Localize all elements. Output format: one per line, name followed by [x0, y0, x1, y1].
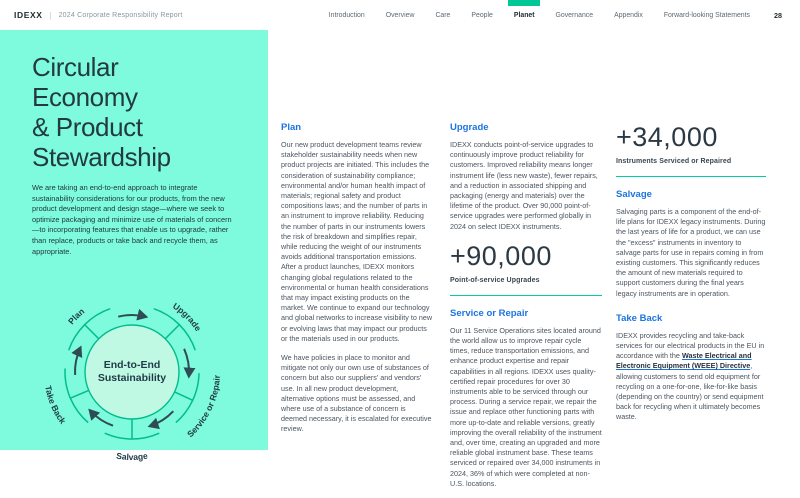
stat-instruments-value: +34,000 — [616, 122, 718, 152]
stage-label-service-or-repair: Service or Repair — [185, 374, 222, 440]
brand-separator: | — [49, 10, 52, 20]
tick-upgrade — [165, 325, 179, 339]
teal-divider — [616, 176, 766, 177]
page-number: 28 — [774, 10, 782, 20]
brand-wrap — [14, 10, 183, 20]
salvage-heading: Salvage — [616, 189, 652, 200]
take-back-text-after: , allowing customers to send old equipment for recycling on a one-for-one, like-for-like basis (depending on the country) or send equipment back for recycling when it ultimately becomes waste. — [616, 361, 764, 422]
service-or-repair-heading: Service or Repair — [450, 307, 529, 319]
plan-paragraph-2: We have policies in place to monitor and mitigate not only our own use of substances of concern but also our suppliers' and vendors' use. In all new product development, alternative options must be assessed, and where use of a substance of concern is deemed necessary, it is escalated for executive review. — [281, 353, 432, 434]
column-plan — [281, 122, 432, 444]
salvage-paragraph: Salvaging parts is a component of the end-of-life plans for IDEXX legacy instruments. During the last years of life for a product, we can use the "excess" instruments in inventory to salvage parts for use in repairs coming in from existing customers. This significantly reduces the amount of new materials required to support customers during the final years legacy instruments are in operation. — [616, 207, 766, 298]
nav-item-forward-looking-statements[interactable] — [664, 0, 750, 30]
end-to-end-sustainability-diagram — [22, 276, 246, 476]
tick-service — [175, 392, 193, 400]
intro-paragraph: We are taking an end-to-end approach to integrate sustainability considerations for our products, from the new product development and design stage—where we seek to optimize packaging and minimize use of materials of concern—to incorporating features that enable us to upgrade, rather than replace, products or take back and recycle them, as appropriate. — [32, 183, 232, 256]
nav-item-introduction[interactable] — [329, 0, 365, 30]
title-line: Circular — [32, 52, 119, 82]
nav-label: Planet — [513, 11, 535, 19]
center-label-line1: End-to-End — [103, 359, 161, 371]
take-back-text-before: IDEXX provides recycling and take-back services for our electrical products in the EU in accordance with the — [616, 330, 765, 361]
teal-divider — [450, 295, 602, 296]
nav-item-appendix[interactable] — [614, 0, 643, 30]
stage-label-take-back: Take Back — [43, 384, 68, 426]
service-or-repair-paragraph: Our 11 Service Operations sites located around the world allow us to improve repair cycle times, reduce transportation emissions, and enhance product expertise and repair capabilities in all regions. IDEXX uses quality-certified repair procedures for over 30 instruments able to be serviced through our process. During a service repair, we repair the issue and replace other functioning parts with more up-to-date and reliable versions, greatly improving the overall reliability of the instrument and, over time, creating an upgraded and more reliable global instrument base. These teams serviced or repaired over 34,000 instruments in 2024, 36% of which were completed at non-U.S. locations. — [450, 325, 602, 488]
plan-paragraph-1: Our new product development teams review stakeholder sustainability needs when new product projects are initiated. This includes the consideration of sustainability compliance; environmental and/or human health impact of materials; regional safety and product compositions laws; and the number of parts in an instrument to improve reliability. Reducing the number of parts in our instruments lowers the risk of breakdown and simplifies repair, while reducing the weight of our instruments avoids additional transportation emissions. After a product launches, IDEXX monitors changing global regulations related to the environmental or human health considerations that may impact existing products on the market. We continue to expand our technology and global networks to increase visibility to new or evolving laws that may impact our products or the materials used in our products. — [281, 140, 433, 343]
nav-label: Care — [435, 11, 451, 19]
nav-item-overview[interactable] — [386, 0, 415, 30]
nav-label: Appendix — [614, 11, 643, 19]
nav-label: People — [471, 11, 493, 19]
upgrade-paragraph: IDEXX conducts point-of-service upgrades to continuously improve product reliability for customers. Improved reliability means longer instrument life (less new waste), fewer repairs, and a reduction in associated shipping and packaging (energy and materials) over the lifetime of the product. Over 90,000 point-of-service upgrades were performed globally in 2024 on select IDEXX instruments. — [450, 140, 598, 231]
column-upgrade-service — [450, 122, 602, 498]
top-nav — [308, 0, 782, 30]
column-salvage-takeback — [616, 122, 766, 432]
plan-heading: Plan — [281, 122, 302, 133]
idexx-logo: IDEXX — [14, 10, 43, 20]
stat-instruments-label: Instruments Serviced or Repaired — [616, 158, 732, 165]
stage-label-upgrade: Upgrade — [170, 300, 204, 334]
nav-label: Introduction — [328, 11, 365, 19]
take-back-paragraph — [616, 331, 766, 423]
upgrade-heading: Upgrade — [450, 122, 489, 133]
nav-item-governance[interactable] — [556, 0, 594, 30]
active-tab-indicator — [508, 0, 540, 6]
tick-take-back — [70, 390, 88, 398]
page-title — [32, 52, 238, 172]
arrow-upgrade-to-service — [184, 349, 189, 376]
stage-label-plan: Plan — [66, 306, 87, 327]
report-title: 2024 Corporate Responsibility Report — [58, 11, 183, 19]
stat-upgrades-value: +90,000 — [450, 240, 552, 271]
nav-label: Overview — [385, 11, 415, 19]
circular-lifecycle-diagram — [22, 276, 246, 476]
top-header — [0, 0, 800, 30]
stat-upgrades-label: Point-of-service Upgrades — [450, 276, 540, 284]
weee-directive-link[interactable]: Waste Electrical and Electronic Equipment (WEEE) Directive — [616, 351, 752, 371]
tick-plan — [85, 325, 99, 339]
center-label-line2: Sustainability — [97, 372, 167, 384]
take-back-heading: Take Back — [616, 312, 663, 324]
nav-label: Governance — [555, 11, 594, 19]
title-line: Stewardship — [32, 142, 171, 172]
nav-item-planet[interactable] — [514, 0, 535, 30]
arrow-take-back-to-plan — [75, 348, 80, 375]
title-line: Economy — [32, 82, 138, 112]
nav-label: Forward-looking Statements — [663, 11, 750, 19]
section-sidebar — [0, 30, 268, 463]
nav-item-people[interactable] — [471, 0, 492, 30]
title-line: & Product — [32, 112, 143, 142]
arrow-plan-to-upgrade — [118, 315, 146, 317]
nav-item-care[interactable] — [435, 0, 450, 30]
stage-label-salvage: Salvage — [115, 450, 149, 463]
